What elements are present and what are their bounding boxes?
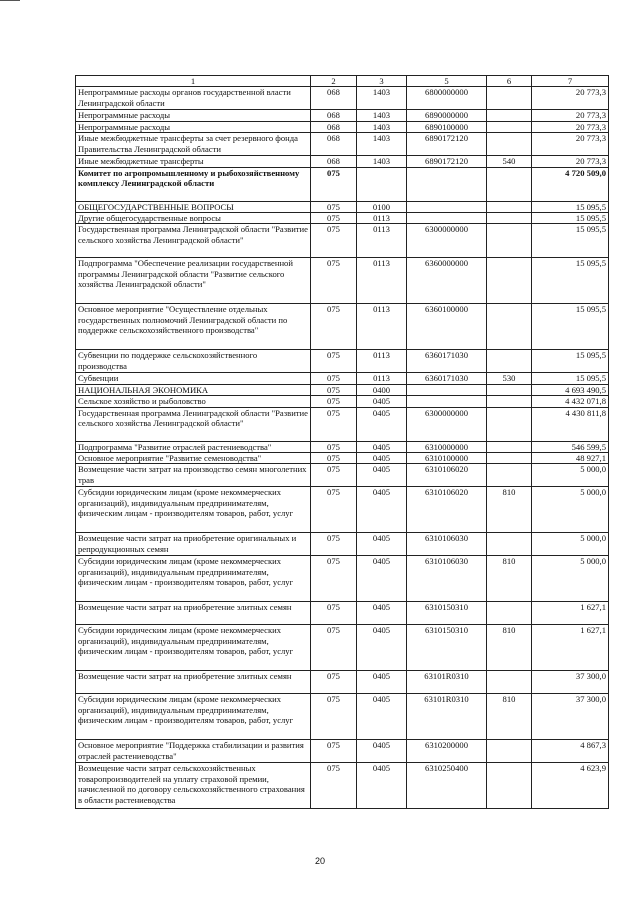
row-code-3: 0113	[357, 224, 407, 258]
row-code-2: 075	[311, 407, 357, 441]
row-name: Комитет по агропромышленному и рыбохозяйственному комплексу Ленинградской области	[76, 167, 311, 201]
page-number: 20	[314, 856, 325, 866]
row-amount: 48 927,1	[532, 453, 609, 464]
row-code-3: 0405	[357, 464, 407, 487]
row-amount: 4 623,9	[532, 763, 609, 809]
row-code-3: 0100	[357, 201, 407, 212]
column-header: 7	[532, 76, 609, 87]
row-amount: 37 300,0	[532, 671, 609, 694]
row-code-5: 6890172120	[407, 133, 487, 156]
table-row	[76, 224, 609, 258]
table-row	[76, 350, 609, 373]
row-code-3: 1403	[357, 87, 407, 110]
row-name: Субсидии юридическим лицам (кроме некоммерческих организаций), индивидуальным предпринимателям, физическим лицам - производителям товаров, работ, услуг	[76, 487, 311, 533]
row-amount: 5 000,0	[532, 487, 609, 533]
row-code-2: 075	[311, 487, 357, 533]
row-code-6: 810	[487, 625, 532, 671]
table-row	[76, 258, 609, 304]
row-code-5: 6360000000	[407, 258, 487, 304]
table-row	[76, 453, 609, 464]
row-code-5: 6300000000	[407, 224, 487, 258]
row-code-3: 1403	[357, 110, 407, 121]
table-row	[76, 441, 609, 452]
row-name: Основное мероприятие "Развитие семеноводства"	[76, 453, 311, 464]
table-row	[76, 671, 609, 694]
row-name: Подпрограмма "Обеспечение реализации государственной программы Ленинградской области "Развитие сельского хозяйства Ленинградской области"	[76, 258, 311, 304]
row-code-6: 540	[487, 156, 532, 167]
row-code-6	[487, 121, 532, 132]
row-code-5: 6310106020	[407, 487, 487, 533]
table-row	[76, 213, 609, 224]
row-amount: 20 773,3	[532, 87, 609, 110]
table-row	[76, 373, 609, 384]
row-code-5	[407, 396, 487, 407]
table-row	[76, 121, 609, 132]
row-name: Государственная программа Ленинградской области "Развитие сельского хозяйства Ленинградской области"	[76, 224, 311, 258]
table-row	[76, 110, 609, 121]
row-code-2: 075	[311, 224, 357, 258]
row-name: Основное мероприятие "Поддержка стабилизации и развития отраслей растениеводства"	[76, 740, 311, 763]
table-row	[76, 167, 609, 201]
row-amount: 15 095,5	[532, 304, 609, 350]
row-code-2: 068	[311, 133, 357, 156]
row-code-6: 810	[487, 556, 532, 602]
row-code-5: 6360100000	[407, 304, 487, 350]
row-code-6: 810	[487, 487, 532, 533]
row-code-2: 075	[311, 350, 357, 373]
row-amount: 4 867,3	[532, 740, 609, 763]
row-code-6	[487, 533, 532, 556]
row-code-6	[487, 304, 532, 350]
row-amount: 5 000,0	[532, 556, 609, 602]
row-code-2: 075	[311, 453, 357, 464]
table-row	[76, 384, 609, 395]
row-code-3: 0405	[357, 396, 407, 407]
row-code-6	[487, 110, 532, 121]
row-name: Субсидии юридическим лицам (кроме некоммерческих организаций), индивидуальным предпринимателям, физическим лицам - производителям товаров, работ, услуг	[76, 556, 311, 602]
row-code-3: 0113	[357, 258, 407, 304]
table-row	[76, 763, 609, 809]
row-name: Субвенции	[76, 373, 311, 384]
row-code-6	[487, 740, 532, 763]
row-code-3: 0405	[357, 625, 407, 671]
row-amount: 15 095,5	[532, 373, 609, 384]
column-header: 5	[407, 76, 487, 87]
row-amount: 1 627,1	[532, 602, 609, 625]
row-code-5: 6360171030	[407, 350, 487, 373]
table-row	[76, 87, 609, 110]
row-code-5: 6310106030	[407, 533, 487, 556]
row-code-3: 0405	[357, 453, 407, 464]
row-amount: 4 432 071,8	[532, 396, 609, 407]
row-name: ОБЩЕГОСУДАРСТВЕННЫЕ ВОПРОСЫ	[76, 201, 311, 212]
row-code-5: 6310106030	[407, 556, 487, 602]
row-code-2: 075	[311, 625, 357, 671]
row-amount: 4 693 490,5	[532, 384, 609, 395]
row-code-3: 0405	[357, 740, 407, 763]
row-name: Основное мероприятие "Осуществление отдельных государственных полномочий Ленинградской области по поддержке сельскохозяйственного производства"	[76, 304, 311, 350]
row-name: Непрограммные расходы	[76, 110, 311, 121]
row-name: Сельское хозяйство и рыболовство	[76, 396, 311, 407]
row-name: Субвенции по поддержке сельскохозяйственного производства	[76, 350, 311, 373]
table-header-row	[76, 76, 609, 87]
row-code-2: 075	[311, 396, 357, 407]
row-code-2: 075	[311, 740, 357, 763]
row-code-6	[487, 87, 532, 110]
row-code-3: 0113	[357, 304, 407, 350]
row-code-6	[487, 201, 532, 212]
row-code-6	[487, 441, 532, 452]
table-row	[76, 556, 609, 602]
row-name: Подпрограмма "Развитие отраслей растениеводства"	[76, 441, 311, 452]
row-code-2: 068	[311, 156, 357, 167]
row-code-2: 075	[311, 201, 357, 212]
row-amount: 20 773,3	[532, 121, 609, 132]
row-name: Возмещение части затрат на производство семян многолетних трав	[76, 464, 311, 487]
row-code-6	[487, 258, 532, 304]
table-row	[76, 407, 609, 441]
column-header: 3	[357, 76, 407, 87]
row-code-3: 0113	[357, 350, 407, 373]
row-code-6: 810	[487, 694, 532, 740]
row-code-5: 6310200000	[407, 740, 487, 763]
row-code-2: 068	[311, 121, 357, 132]
row-code-2: 075	[311, 533, 357, 556]
row-code-6	[487, 407, 532, 441]
column-header: 2	[311, 76, 357, 87]
row-code-5: 63101R0310	[407, 694, 487, 740]
row-code-3	[357, 167, 407, 201]
row-code-2: 075	[311, 763, 357, 809]
table-row	[76, 464, 609, 487]
row-code-5: 6310106020	[407, 464, 487, 487]
row-amount: 4 720 509,0	[532, 167, 609, 201]
row-code-6	[487, 384, 532, 395]
row-code-5: 6310150310	[407, 625, 487, 671]
row-code-2: 075	[311, 213, 357, 224]
row-code-6	[487, 213, 532, 224]
row-amount: 15 095,5	[532, 258, 609, 304]
row-amount: 20 773,3	[532, 133, 609, 156]
row-name: Субсидии юридическим лицам (кроме некоммерческих организаций), индивидуальным предпринимателям, физическим лицам - производителям товаров, работ, услуг	[76, 625, 311, 671]
row-code-5: 6890100000	[407, 121, 487, 132]
row-amount: 20 773,3	[532, 110, 609, 121]
row-code-2: 075	[311, 602, 357, 625]
row-code-3: 0405	[357, 602, 407, 625]
row-code-2: 075	[311, 167, 357, 201]
row-name: Возмещение части затрат на приобретение оригинальных и репродукционных семян	[76, 533, 311, 556]
row-code-3: 0405	[357, 487, 407, 533]
row-code-6	[487, 224, 532, 258]
row-name: Иные межбюджетные трансферты	[76, 156, 311, 167]
row-code-3: 0405	[357, 763, 407, 809]
row-name: Возмещение части затрат на приобретение элитных семян	[76, 602, 311, 625]
row-code-5	[407, 213, 487, 224]
row-code-2: 075	[311, 556, 357, 602]
row-code-2: 075	[311, 373, 357, 384]
row-code-2: 075	[311, 258, 357, 304]
row-code-5: 6360171030	[407, 373, 487, 384]
row-code-5: 6310150310	[407, 602, 487, 625]
row-code-3: 1403	[357, 133, 407, 156]
row-code-2: 075	[311, 694, 357, 740]
table-row	[76, 740, 609, 763]
row-name: Возмещение части затрат на приобретение элитных семян	[76, 671, 311, 694]
row-amount: 15 095,5	[532, 201, 609, 212]
row-code-5	[407, 201, 487, 212]
row-amount: 5 000,0	[532, 533, 609, 556]
row-amount: 1 627,1	[532, 625, 609, 671]
column-header: 1	[76, 76, 311, 87]
row-name: Непрограммные расходы органов государственной власти Ленинградской области	[76, 87, 311, 110]
row-code-3: 0113	[357, 373, 407, 384]
row-code-5: 63101R0310	[407, 671, 487, 694]
row-code-5: 6890000000	[407, 110, 487, 121]
table-row	[76, 396, 609, 407]
table-row	[76, 156, 609, 167]
row-code-3: 0405	[357, 533, 407, 556]
row-code-6	[487, 763, 532, 809]
row-amount: 15 095,5	[532, 224, 609, 258]
row-amount: 546 599,5	[532, 441, 609, 452]
row-name: Возмещение части затрат сельскохозяйственных товаропроизводителей на уплату страховой премии, начисленной по договору сельскохозяйственного страхования в области растениеводства	[76, 763, 311, 809]
row-amount: 20 773,3	[532, 156, 609, 167]
row-code-5: 6300000000	[407, 407, 487, 441]
row-code-3: 0405	[357, 407, 407, 441]
row-code-2: 075	[311, 671, 357, 694]
row-code-2: 075	[311, 384, 357, 395]
row-code-6	[487, 671, 532, 694]
row-code-3: 0405	[357, 556, 407, 602]
table-row	[76, 533, 609, 556]
row-name: Субсидии юридическим лицам (кроме некоммерческих организаций), индивидуальным предпринимателям, физическим лицам - производителям товаров, работ, услуг	[76, 694, 311, 740]
row-amount: 4 430 811,8	[532, 407, 609, 441]
row-code-3: 0400	[357, 384, 407, 395]
row-code-2: 075	[311, 441, 357, 452]
row-code-5: 6310000000	[407, 441, 487, 452]
row-code-3: 0405	[357, 694, 407, 740]
row-code-2: 075	[311, 304, 357, 350]
row-amount: 15 095,5	[532, 350, 609, 373]
table-row	[76, 133, 609, 156]
table-row	[76, 201, 609, 212]
row-name: Другие общегосударственные вопросы	[76, 213, 311, 224]
row-code-2: 068	[311, 110, 357, 121]
row-code-5: 6890172120	[407, 156, 487, 167]
table-row	[76, 625, 609, 671]
row-code-3: 1403	[357, 121, 407, 132]
row-code-3: 1403	[357, 156, 407, 167]
table-row	[76, 694, 609, 740]
row-code-3: 0405	[357, 441, 407, 452]
budget-table	[75, 75, 609, 809]
row-name: Государственная программа Ленинградской области "Развитие сельского хозяйства Ленинградской области"	[76, 407, 311, 441]
row-code-6	[487, 396, 532, 407]
row-code-6	[487, 464, 532, 487]
row-code-5: 6310250400	[407, 763, 487, 809]
row-code-3: 0405	[357, 671, 407, 694]
row-amount: 37 300,0	[532, 694, 609, 740]
row-name: Иные межбюджетные трансферты за счет резервного фонда Правительства Ленинградской области	[76, 133, 311, 156]
row-code-5: 6310100000	[407, 453, 487, 464]
scan-corner-line	[0, 0, 20, 1]
table-row	[76, 304, 609, 350]
row-code-5: 6800000000	[407, 87, 487, 110]
column-header: 6	[487, 76, 532, 87]
row-code-6	[487, 602, 532, 625]
row-amount: 15 095,5	[532, 213, 609, 224]
row-code-5	[407, 384, 487, 395]
row-code-5	[407, 167, 487, 201]
row-code-6	[487, 133, 532, 156]
row-code-2: 075	[311, 464, 357, 487]
row-code-6: 530	[487, 373, 532, 384]
row-code-3: 0113	[357, 213, 407, 224]
row-code-6	[487, 453, 532, 464]
row-code-2: 068	[311, 87, 357, 110]
table-row	[76, 602, 609, 625]
table-row	[76, 487, 609, 533]
row-amount: 5 000,0	[532, 464, 609, 487]
row-name: НАЦИОНАЛЬНАЯ ЭКОНОМИКА	[76, 384, 311, 395]
row-code-6	[487, 167, 532, 201]
row-name: Непрограммные расходы	[76, 121, 311, 132]
row-code-6	[487, 350, 532, 373]
